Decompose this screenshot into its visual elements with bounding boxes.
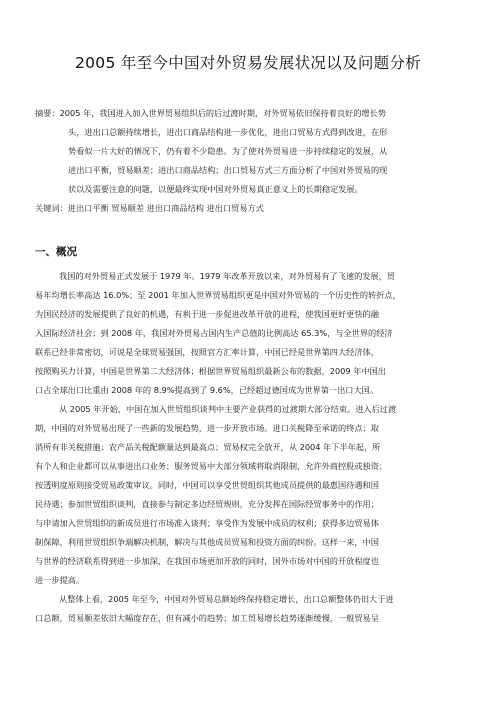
abstract-label: 摘要： xyxy=(35,108,60,118)
paragraph-line: 易年均增长率高达 16.0%；至 2001 年加入世界贸易组织更是中国对外贸易的一个历史性的转折点， xyxy=(35,290,401,300)
paragraph-line: 期，中国的对外贸易出现了一些新的发展趋势，进一步开放市场。进口关税降至承诺的终点；取 xyxy=(35,423,379,433)
document-title: 2005 年至今中国对外贸易发展状况以及问题分析 xyxy=(74,54,422,72)
abstract-row xyxy=(35,104,465,123)
paragraph-line: 我国的对外贸易正式发展于 1979 年。1979 年改革开放以来，对外贸易有了飞速的发展，贸 xyxy=(59,271,396,281)
paragraph-1 xyxy=(35,267,463,400)
section-content xyxy=(35,267,463,628)
keywords-line: 关键词：进出口平衡 贸易顺差 进出口商品结构 进出口贸易方式 xyxy=(35,203,264,213)
paragraph-line: 有个人和企业都可以从事进出口业务；服务贸易中大部分领域将取消限制，允许外商控股或独资； xyxy=(35,461,388,471)
abstract-line: 状以及需要注意的问题，以便最终实现中国对外贸易真正意义上的长期稳定发展。 xyxy=(68,184,363,194)
paragraph-line: 口总额，贸易顺差依旧大幅度存在，但有减小的趋势；加工贸易增长趋势逐渐缓慢，一般贸易呈 xyxy=(35,613,379,623)
paragraph-line: 为国民经济的发展提供了良好的机遇，有利于进一步促进改革开放的进程，使我国更好更快的融 xyxy=(35,309,379,319)
abstract-body xyxy=(60,104,465,123)
paragraph-2 xyxy=(35,400,463,590)
section-heading-overview: 一、概况 xyxy=(35,246,77,258)
paragraph-line: 按照购买力计算，中国是世界第二大经济体；根据世界贸易组织最新公布的数据，2009 年中国出 xyxy=(35,366,386,376)
paragraph-line: 从 2005 年开始，中国在加入世贸组织谈判中主要产业获得的过渡期大部分结束。进入后过渡 xyxy=(59,404,397,414)
paragraph-line: 消所有非关税措施；农产品关税配额量达到最高点；贸易权完全放开，从 2004 年下半年起，所 xyxy=(35,442,381,452)
abstract-block xyxy=(35,104,465,199)
paragraph-3 xyxy=(35,590,463,628)
paragraph-line: 口占全球出口比重由 2008 年的 8.9%提高到了 9.6%，已经超过德国成为世界第一出口大国。 xyxy=(35,385,379,395)
paragraph-line: 进一步提高。 xyxy=(35,575,85,585)
paragraph-line: 制保障，利用世贸组织争端解决机制，解决与其他成员贸易和投资方面的纠纷。这样一来，中国 xyxy=(35,537,379,547)
abstract-line: 2005 年，我国进入加入世界贸易组织后的后过渡时期，对外贸易依旧保持着良好的增长势 xyxy=(59,108,386,118)
abstract-line: 进出口平衡，贸易顺差；进出口商品结构；出口贸易方式三方面分析了中国对外贸易的现 xyxy=(68,165,388,175)
paragraph-line: 与世界的经济联系得到进一步加深，在我国市场更加开放的同时，国外市场对中国的开放程度也 xyxy=(35,556,379,566)
paragraph-line: 按透明度原则接受贸易政策审议。同时，中国可以享受世贸组织其他成员提供的最惠国待遇和国 xyxy=(35,480,379,490)
abstract-line: 头，进出口总额持续增长，进出口商品结构进一步优化，进出口贸易方式得到改进，在形 xyxy=(68,127,388,137)
paragraph-line: 入国际经济社会；到 2008 年，我国对外贸易占国内生产总值的比例高达 65.3%，与全世界的经济 xyxy=(35,328,393,338)
abstract-line: 势看似一片大好的情况下，仍有着不少隐患。为了使对外贸易进一步持续稳定的发展，从 xyxy=(68,146,388,156)
paragraph-line: 与申请加入世贸组织的新成员进行市场准入谈判；享受作为发展中成员的权利；获得多边贸易体 xyxy=(35,518,379,528)
paragraph-line: 民待遇；参加世贸组织谈判，直接参与制定多边经贸规则，充分发挥在国际经贸事务中的作用； xyxy=(35,499,379,509)
paragraph-line: 从整体上看，2005 年至今，中国对外贸易总额始终保持稳定增长，出口总额整体仍旧大于进 xyxy=(59,594,394,604)
paragraph-line: 联系已经非常密切，可说是全球贸易强国，按照官方汇率计算，中国已经是世界第四大经济体， xyxy=(35,347,379,357)
